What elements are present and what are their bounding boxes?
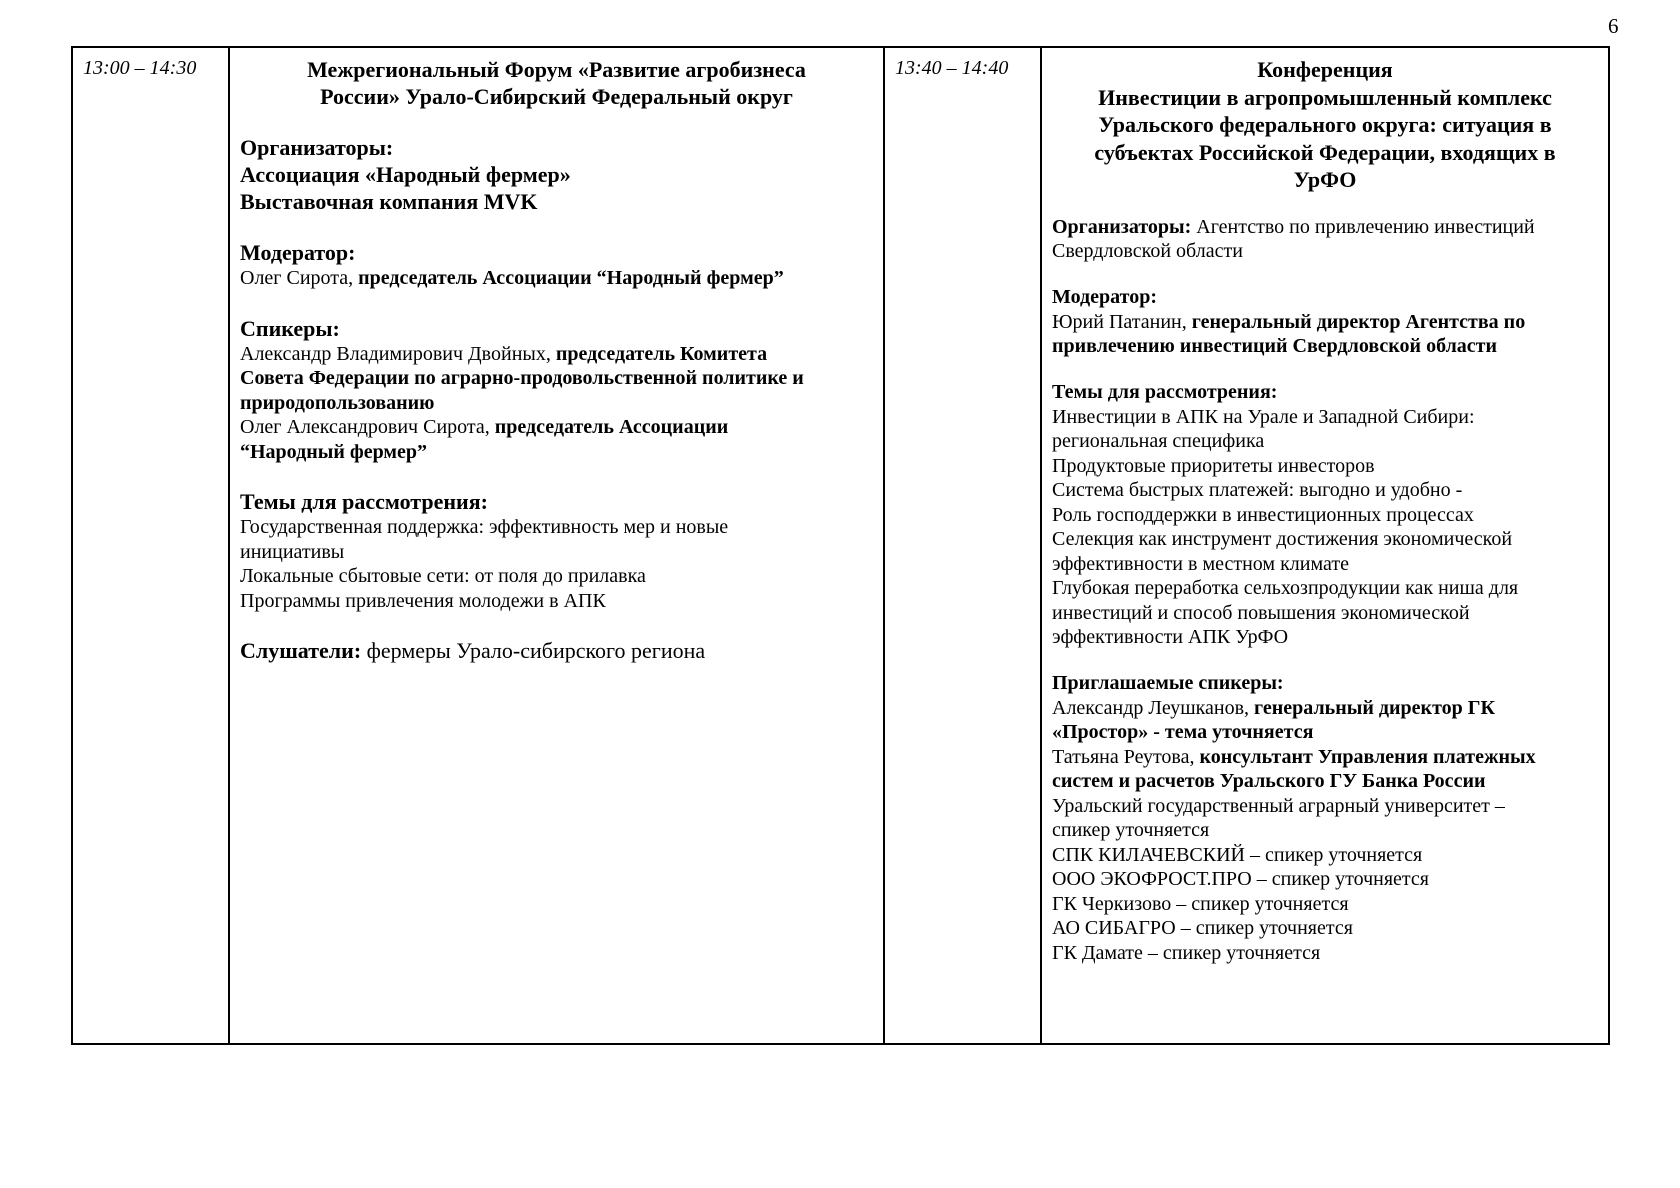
- right-speaker-role: систем и расчетов Уральского ГУ Банка России: [1052, 770, 1486, 792]
- right-title-line: УрФО: [1293, 167, 1357, 192]
- left-moderator-heading: Модератор:: [240, 240, 356, 265]
- left-session-cell: [229, 47, 884, 1044]
- right-other-speaker: ООО ЭКОФРОСТ.ПРО – спикер уточняется: [1052, 868, 1429, 890]
- right-other-speaker: Уральский государственный аграрный университет –: [1052, 794, 1505, 817]
- right-other-speaker: ГК Дамате – спикер уточняется: [1052, 941, 1321, 964]
- left-audience-heading: Слушатели:: [240, 638, 362, 663]
- right-speaker-role: консультант Управления платежных: [1199, 745, 1536, 768]
- right-organizers-text: Агентство по привлечению инвестиций: [1191, 215, 1535, 238]
- left-organizer-item: Выставочная компания MVK: [240, 189, 538, 214]
- left-speaker: [240, 342, 873, 416]
- right-organizers-text: Свердловской области: [1052, 240, 1243, 262]
- right-other-speaker: спикер уточняется: [1052, 819, 1210, 841]
- right-speaker: [1052, 745, 1598, 794]
- right-topics-heading: Темы для рассмотрения:: [1052, 380, 1278, 403]
- left-topic-item: инициативы: [240, 540, 345, 563]
- right-topic-item: Глубокая переработка сельхозпродукции как ниша для: [1052, 577, 1519, 599]
- left-speaker-role: председатель Комитета: [555, 342, 768, 365]
- program-table: [71, 46, 1610, 1045]
- right-title-line: субъектах Российской Федерации, входящих в: [1094, 139, 1556, 165]
- right-other-speaker: АО СИБАГРО – спикер уточняется: [1052, 917, 1353, 939]
- right-topic-item: Система быстрых платежей: выгодно и удобно -: [1052, 479, 1463, 501]
- right-topic-item: Продуктовые приоритеты инвесторов: [1052, 454, 1375, 477]
- right-session-cell: [1041, 47, 1609, 1044]
- right-topic-item: эффективности АПК УрФО: [1052, 626, 1289, 648]
- right-moderator-name: Юрий Патанин,: [1052, 310, 1192, 333]
- right-speaker-name: Александр Леушканов,: [1052, 696, 1255, 719]
- right-organizers-heading: Организаторы:: [1052, 215, 1192, 238]
- left-speaker-name: Олег Александрович Сирота,: [240, 416, 495, 438]
- left-moderator-name: Олег Сирота,: [240, 267, 359, 289]
- left-topics-heading: Темы для рассмотрения:: [240, 489, 488, 514]
- program-row: [72, 47, 1609, 1044]
- left-speakers-heading: Спикеры:: [240, 315, 340, 341]
- left-topic-item: Локальные сбытовые сети: от поля до прилавка: [240, 565, 646, 587]
- left-moderator: [240, 266, 873, 291]
- left-speaker-role: председатель Ассоциации: [494, 416, 729, 438]
- page-number: 6: [1608, 14, 1619, 38]
- left-topic-item: Программы привлечения молодежи в АПК: [240, 589, 606, 612]
- right-moderator-heading: Модератор:: [1052, 285, 1157, 308]
- left-session-time: 13:00 – 14:30: [72, 47, 229, 1044]
- right-topic-item: региональная специфика: [1052, 430, 1265, 452]
- right-title-line: Инвестиции в агропромышленный комплекс: [1098, 84, 1552, 110]
- right-topics-list: [1052, 405, 1598, 650]
- right-session-title: [1052, 56, 1598, 194]
- right-title-line: Конференция: [1257, 57, 1393, 82]
- left-speaker-role: Совета Федерации по аграрно-продовольственной политике и: [240, 367, 804, 389]
- left-topic-item: Государственная поддержка: эффективность мер и новые: [240, 516, 729, 538]
- right-speakers-heading: Приглашаемые спикеры:: [1052, 671, 1284, 694]
- right-topic-item: Инвестиции в АПК на Урале и Западной Сибири:: [1052, 405, 1475, 428]
- right-moderator-role: генеральный директор Агентства по: [1191, 310, 1526, 333]
- right-speaker: [1052, 696, 1598, 745]
- left-speaker-name: Александр Владимирович Двойных,: [240, 342, 556, 365]
- left-title-line: России» Урало-Сибирский Федеральный округ: [320, 84, 793, 109]
- left-audience-text: фермеры Урало-сибирского региона: [361, 638, 706, 663]
- left-organizers-heading: Организаторы:: [240, 135, 394, 160]
- right-moderator-role: привлечению инвестиций Свердловской области: [1052, 335, 1498, 357]
- left-speaker-role: природопользованию: [240, 391, 435, 414]
- right-other-speakers: [1052, 794, 1598, 966]
- left-title-line: Межрегиональный Форум «Развитие агробизнеса: [307, 57, 806, 82]
- right-topic-item: Селекция как инструмент достижения экономической: [1052, 528, 1513, 550]
- right-speaker-name: Татьяна Реутова,: [1052, 745, 1200, 768]
- left-session-title: [240, 56, 873, 110]
- right-title-line: Уральского федерального округа: ситуация в: [1098, 112, 1552, 137]
- right-moderator: [1052, 310, 1598, 359]
- left-audience: [240, 637, 873, 664]
- right-speaker-role: генеральный директор ГК: [1254, 696, 1495, 719]
- left-topics-list: [240, 515, 873, 613]
- left-speaker-role: “Народный фермер”: [240, 440, 428, 463]
- right-other-speaker: ГК Черкизово – спикер уточняется: [1052, 892, 1349, 915]
- right-speaker-role: «Простор» - тема уточняется: [1052, 721, 1314, 743]
- right-topic-item: Роль господдержки в инвестиционных процессах: [1052, 503, 1474, 526]
- left-speaker: [240, 415, 873, 464]
- right-organizers: [1052, 215, 1598, 264]
- left-moderator-role: председатель Ассоциации “Народный фермер”: [358, 267, 784, 289]
- right-other-speaker: СПК КИЛАЧЕВСКИЙ – спикер уточняется: [1052, 843, 1423, 866]
- right-topic-item: инвестиций и способ повышения экономической: [1052, 601, 1470, 624]
- left-organizer-item: Ассоциация «Народный фермер»: [240, 162, 571, 187]
- right-topic-item: эффективности в местном климате: [1052, 552, 1349, 575]
- right-session-time: 13:40 – 14:40: [884, 47, 1041, 1044]
